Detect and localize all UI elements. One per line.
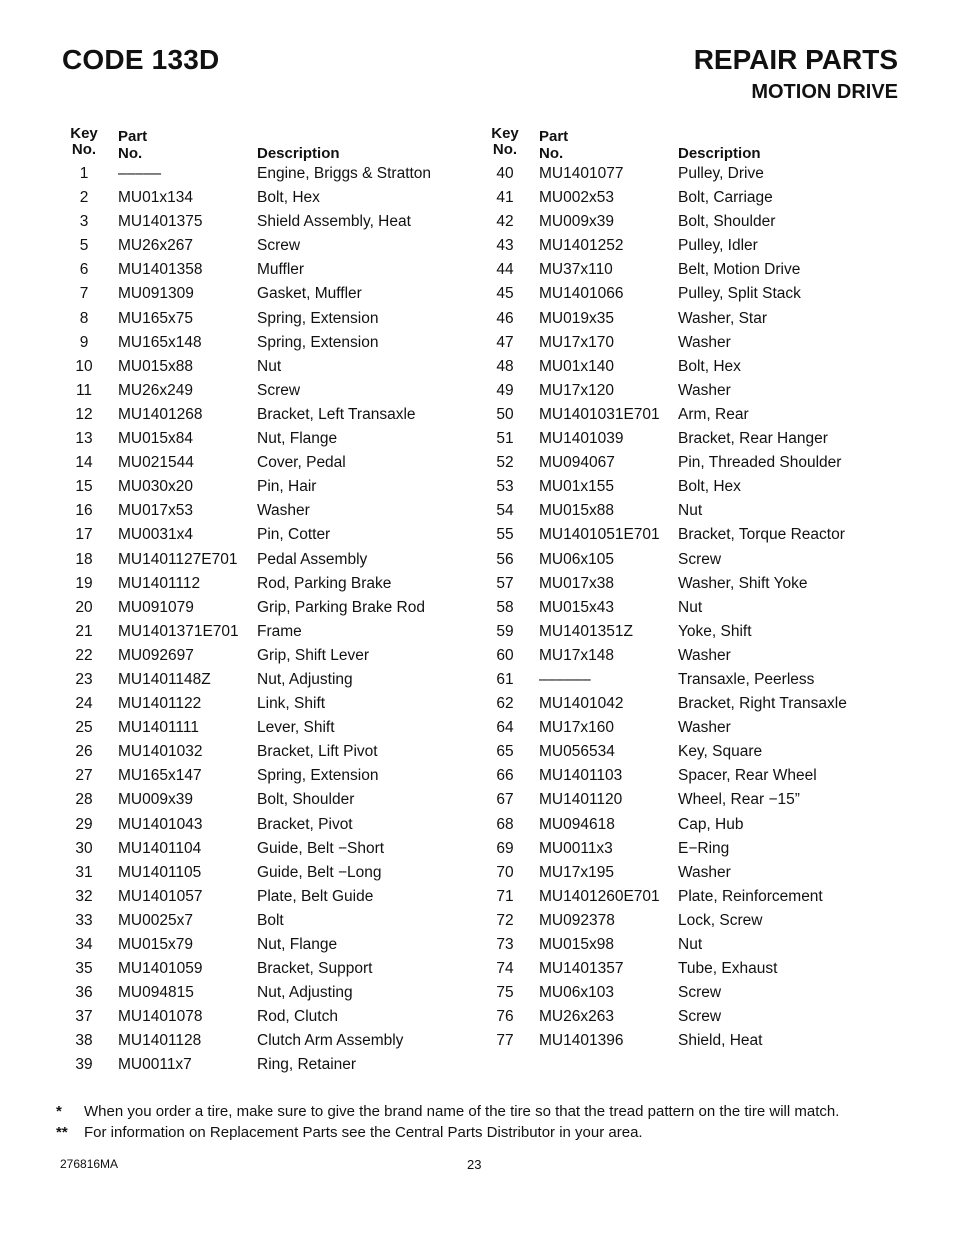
key-number: 27 (75, 767, 93, 785)
part-number: MU009x39 (539, 213, 614, 231)
key-number: 26 (75, 743, 93, 761)
part-number: MU009x39 (118, 791, 193, 809)
part-description: Bolt, Hex (257, 189, 320, 207)
part-description: Nut, Adjusting (257, 670, 353, 688)
part-number: MU06x103 (539, 984, 614, 1002)
part-number: MU1401111 (118, 719, 199, 737)
footnote-text: When you order a tire, make sure to give the brand name of the tire so that the tread pattern on the tire will match. (84, 1103, 840, 1120)
key-number: 73 (496, 936, 514, 953)
key-number: 17 (75, 526, 93, 544)
key-number: 70 (496, 863, 514, 881)
part-description: Washer (257, 502, 310, 520)
part-description: Cover, Pedal (257, 454, 346, 472)
key-number: 13 (75, 430, 93, 448)
part-number: MU030x20 (118, 478, 193, 496)
key-number: 49 (496, 381, 514, 399)
key-number: 53 (496, 478, 514, 496)
part-description: Pulley, Idler (678, 237, 758, 255)
part-description: Washer, Shift Yoke (678, 574, 808, 592)
part-number: MU1401112 (118, 574, 201, 592)
part-number: MU01x140 (539, 357, 614, 375)
key-number: 11 (75, 381, 93, 399)
part-number: MU091309 (118, 285, 194, 303)
part-description: Tube, Exhaust (678, 960, 778, 978)
key-number: 25 (75, 719, 93, 737)
part-description: Bolt, Hex (678, 478, 741, 496)
key-no-header (62, 126, 106, 158)
key-number: 77 (496, 1032, 514, 1050)
part-description: Nut, Adjusting (257, 984, 353, 1002)
part-description: Spring, Extension (257, 309, 379, 327)
part-number: MU01x155 (539, 478, 614, 496)
part-description: Screw (678, 550, 722, 568)
part-description: Spacer, Rear Wheel (678, 767, 817, 785)
part-number: MU165x148 (118, 333, 202, 351)
part-number: MU019x35 (539, 309, 614, 327)
key-number: 21 (75, 622, 93, 640)
part-description: Gasket, Muffler (257, 285, 362, 303)
key-number: 69 (496, 839, 514, 857)
part-number: MU0031x4 (118, 526, 193, 544)
key-number: 7 (79, 285, 89, 303)
part-description: Guide, Belt −Short (257, 839, 385, 857)
part-number: MU26x267 (118, 237, 193, 255)
part-description: Nut (678, 598, 703, 616)
part-number: MU06x105 (539, 550, 614, 568)
key-number: 58 (496, 598, 514, 616)
key-number: 23 (75, 670, 93, 688)
part-description: Rod, Clutch (257, 1008, 338, 1026)
part-description: Muffler (257, 261, 305, 279)
key-number: 51 (496, 430, 514, 448)
key-number: 48 (496, 357, 514, 375)
part-number: MU1401375 (118, 213, 203, 231)
key-number: 42 (496, 213, 514, 231)
part-number: MU015x43 (539, 598, 614, 616)
part-number: MU1401358 (118, 261, 203, 279)
part-number: MU1401371E701 (118, 622, 239, 640)
description-header: Description (257, 145, 340, 162)
part-number: MU1401120 (539, 791, 623, 809)
part-description: Clutch Arm Assembly (257, 1032, 404, 1050)
key-number: 44 (496, 261, 514, 279)
part-description: Bracket, Pivot (257, 815, 353, 833)
part-number: MU1401066 (539, 285, 624, 303)
part-number: MU092378 (539, 911, 615, 929)
part-description: Wheel, Rear −15” (678, 791, 800, 809)
part-description: Pedal Assembly (257, 550, 368, 568)
key-number: 1 (79, 165, 89, 182)
part-description: Bracket, Right Transaxle (678, 695, 847, 713)
key-no-header (483, 126, 527, 158)
key-number: 5 (79, 237, 89, 255)
part-description: Yoke, Shift (678, 622, 752, 640)
part-description: Bolt, Shoulder (678, 213, 776, 231)
part-description: Screw (257, 381, 301, 399)
key-number: 56 (496, 550, 514, 568)
part-description: Guide, Belt −Long (257, 863, 382, 881)
part-description: Screw (678, 984, 722, 1002)
part-description: Washer, Star (678, 309, 768, 327)
part-number: MU1401357 (539, 960, 624, 978)
key-number: 15 (75, 478, 93, 496)
key-number: 50 (496, 405, 514, 423)
part-number: MU1401043 (118, 815, 203, 833)
key-number: 14 (75, 454, 93, 472)
key-number: 75 (496, 984, 514, 1002)
part-number: MU17x195 (539, 863, 614, 881)
key-number: 67 (496, 791, 514, 809)
key-number: 12 (75, 405, 93, 423)
part-number: MU1401077 (539, 165, 624, 182)
part-number: MU1401396 (539, 1032, 624, 1050)
key-number: 24 (75, 695, 93, 713)
part-number: MU1401148Z (118, 670, 211, 688)
part-number: MU1401051E701 (539, 526, 660, 544)
page-number: 23 (467, 1157, 482, 1172)
part-number: MU094815 (118, 984, 194, 1002)
part-description: Lock, Screw (678, 911, 763, 929)
part-number: MU056534 (539, 743, 615, 761)
part-description: Pin, Hair (257, 478, 317, 496)
key-number: 9 (79, 333, 89, 351)
key-number: 72 (496, 911, 514, 929)
part-number: MU017x53 (118, 502, 193, 520)
part-number: MU1401268 (118, 405, 203, 423)
part-number: MU165x147 (118, 767, 202, 785)
part-description: Washer (678, 333, 731, 351)
key-number: 66 (496, 767, 514, 785)
part-description: Nut (257, 357, 282, 375)
part-number: MU015x88 (118, 357, 193, 375)
part-number: MU015x88 (539, 502, 614, 520)
part-description: Grip, Shift Lever (257, 646, 369, 664)
key-number: 41 (496, 189, 514, 207)
part-number: MU1401104 (118, 839, 202, 857)
part-number: MU1401122 (118, 695, 202, 713)
part-number: MU17x148 (539, 646, 614, 664)
part-number: MU1401351Z (539, 622, 633, 640)
part-number: MU1401105 (118, 863, 202, 881)
part-number: ––––– (118, 165, 162, 182)
part-description: Bolt (257, 911, 284, 929)
part-number: MU015x79 (118, 936, 193, 953)
part-number: MU1401260E701 (539, 887, 660, 905)
part-number: MU165x75 (118, 309, 193, 327)
key-number: 64 (496, 719, 514, 737)
section-title: MOTION DRIVE (751, 81, 898, 103)
key-number: 8 (79, 309, 89, 327)
part-number: MU0011x7 (118, 1056, 192, 1074)
part-number: MU094618 (539, 815, 615, 833)
part-number: MU0011x3 (539, 839, 613, 857)
key-number: 74 (496, 960, 514, 978)
part-description: Nut, Flange (257, 936, 338, 953)
key-number: 55 (496, 526, 514, 544)
part-description: Belt, Motion Drive (678, 261, 801, 279)
part-number: MU1401039 (539, 430, 624, 448)
key-number: 43 (496, 237, 514, 255)
part-description: Shield Assembly, Heat (257, 213, 411, 231)
key-number: 71 (496, 887, 514, 905)
part-no-header: Part No. (118, 128, 148, 162)
part-description: Pin, Threaded Shoulder (678, 454, 842, 472)
part-description: Bolt, Hex (678, 357, 741, 375)
part-number: MU26x249 (118, 381, 193, 399)
part-no-header: Part No. (539, 128, 569, 162)
description-header: Description (678, 145, 761, 162)
part-number: –––––– (539, 670, 591, 688)
part-description: Washer (678, 863, 731, 881)
part-description: Pin, Cotter (257, 526, 331, 544)
key-number: 47 (496, 333, 514, 351)
part-description: Pulley, Split Stack (678, 285, 801, 303)
key-number: 76 (496, 1008, 514, 1026)
key-number: 65 (496, 743, 514, 761)
part-description: Spring, Extension (257, 767, 379, 785)
part-number: MU01x134 (118, 189, 193, 207)
part-description: Link, Shift (257, 695, 326, 713)
part-description: Nut (678, 502, 703, 520)
part-description: Washer (678, 381, 731, 399)
part-number: MU1401057 (118, 887, 203, 905)
part-number: MU021544 (118, 454, 194, 472)
key-number: 46 (496, 309, 514, 327)
part-number: MU1401032 (118, 743, 203, 761)
part-description: Engine, Briggs & Stratton (257, 165, 432, 182)
part-number: MU091079 (118, 598, 194, 616)
key-number: 6 (79, 261, 89, 279)
key-number: 57 (496, 574, 514, 592)
part-description: Transaxle, Peerless (678, 670, 815, 688)
key-number: 60 (496, 646, 514, 664)
part-description: Nut, Flange (257, 430, 338, 448)
key-number: 61 (496, 670, 514, 688)
document-code: 276816MA (60, 1157, 119, 1171)
part-description: Bracket, Left Transaxle (257, 405, 416, 423)
key-number: 18 (75, 550, 93, 568)
repair-parts-title: REPAIR PARTS (693, 44, 898, 75)
part-description: Screw (678, 1008, 722, 1026)
key-number: 33 (75, 911, 93, 929)
key-number: 37 (75, 1008, 93, 1026)
key-number: 35 (75, 960, 93, 978)
key-number: 54 (496, 502, 514, 520)
part-description: Lever, Shift (257, 719, 335, 737)
part-description: Pulley, Drive (678, 165, 764, 182)
part-number: MU092697 (118, 646, 194, 664)
part-description: Plate, Belt Guide (257, 887, 374, 905)
part-description: Nut (678, 936, 703, 953)
part-number: MU017x38 (539, 574, 614, 592)
key-number: 32 (75, 887, 93, 905)
key-header-line1: Key (491, 125, 519, 142)
key-number: 62 (496, 695, 514, 713)
key-number: 30 (75, 839, 93, 857)
part-number: MU17x120 (539, 381, 614, 399)
part-number: MU1401078 (118, 1008, 203, 1026)
part-number: MU37x110 (539, 261, 613, 279)
part-description: Spring, Extension (257, 333, 379, 351)
key-number: 29 (75, 815, 93, 833)
part-description: Cap, Hub (678, 815, 744, 833)
part-description: Key, Square (678, 743, 763, 761)
part-description: Grip, Parking Brake Rod (257, 598, 425, 616)
part-description: Washer (678, 719, 731, 737)
part-description: Bracket, Torque Reactor (678, 526, 845, 544)
key-number: 45 (496, 285, 514, 303)
key-number: 40 (496, 165, 514, 182)
part-description: Ring, Retainer (257, 1056, 357, 1074)
key-number: 52 (496, 454, 514, 472)
key-number: 68 (496, 815, 514, 833)
part-number: MU1401103 (539, 767, 623, 785)
part-description: Plate, Reinforcement (678, 887, 823, 905)
part-number: MU1401042 (539, 695, 624, 713)
key-number: 20 (75, 598, 93, 616)
key-number: 10 (75, 357, 93, 375)
key-number: 19 (75, 574, 93, 592)
part-number: MU0025x7 (118, 911, 193, 929)
key-number: 38 (75, 1032, 93, 1050)
key-number: 16 (75, 502, 93, 520)
key-number: 34 (75, 936, 93, 953)
part-description: Bracket, Rear Hanger (678, 430, 828, 448)
key-number: 3 (79, 213, 89, 231)
part-number: MU015x84 (118, 430, 193, 448)
key-number: 22 (75, 646, 93, 664)
key-number: 36 (75, 984, 93, 1002)
key-header-line1: Key (70, 125, 98, 142)
key-number: 28 (75, 791, 93, 809)
key-header-line2: No. (71, 141, 97, 158)
part-description: Screw (257, 237, 301, 255)
part-number: MU1401128 (118, 1032, 202, 1050)
part-description: Rod, Parking Brake (257, 574, 392, 592)
part-number: MU1401127E701 (118, 550, 238, 568)
part-description: Arm, Rear (678, 405, 749, 423)
part-description: Washer (678, 646, 731, 664)
part-number: MU1401252 (539, 237, 624, 255)
part-description: Bracket, Lift Pivot (257, 743, 378, 761)
part-description: Frame (257, 622, 302, 640)
part-description: Bolt, Carriage (678, 189, 773, 207)
key-number: 39 (75, 1056, 93, 1074)
key-number: 2 (79, 189, 89, 207)
part-number: MU015x98 (539, 936, 614, 953)
footnote-symbol: ** (56, 1124, 68, 1141)
part-number: MU17x170 (539, 333, 614, 351)
part-description: E−Ring (678, 839, 730, 857)
code-title: CODE 133D (62, 44, 220, 75)
part-number: MU17x160 (539, 719, 614, 737)
part-description: Bracket, Support (257, 960, 373, 978)
part-number: MU094067 (539, 454, 615, 472)
footnote-symbol: * (56, 1103, 62, 1120)
part-number: MU26x263 (539, 1008, 614, 1026)
footnote-text: For information on Replacement Parts see the Central Parts Distributor in your area. (84, 1124, 643, 1141)
part-number: MU002x53 (539, 189, 614, 207)
part-number: MU1401059 (118, 960, 203, 978)
part-description: Shield, Heat (678, 1032, 763, 1050)
key-header-line2: No. (492, 141, 518, 158)
part-description: Bolt, Shoulder (257, 791, 355, 809)
part-number: MU1401031E701 (539, 405, 660, 423)
key-number: 59 (496, 622, 514, 640)
key-number: 31 (75, 863, 93, 881)
